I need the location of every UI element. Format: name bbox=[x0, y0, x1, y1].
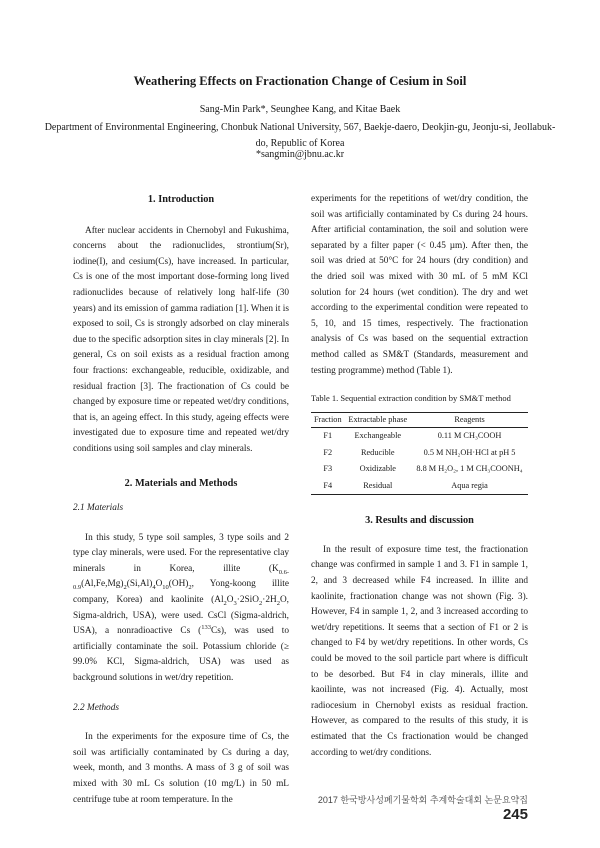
table-cell: Oxidizable bbox=[359, 464, 396, 474]
corresponding-email: *sangmin@jbnu.ac.kr bbox=[255, 149, 345, 160]
table-cell: Reducible bbox=[360, 447, 395, 457]
extraction-table bbox=[311, 412, 528, 496]
methods-text: In the experiments for the exposure time of Cs, the soil was artificially contaminated by Cs during a day, week, month, and 3 months. A mass of 3 g of soil was mixed with 30 mL Cs solution (10 mg/L) in 50 mL centrifuge tube at room temperature. In the bbox=[73, 732, 289, 805]
affiliation: Department of Environmental Engineering, Chonbuk National University, 567, Baekje-daero, Deokjin-gu, Jeonju-si, Jeollabuk-do, Republic of Korea bbox=[44, 122, 556, 149]
table-row bbox=[311, 445, 528, 462]
table-row bbox=[311, 478, 528, 495]
table-cell: 8.8 M H₂O₂, 1 M CH₃COONH₄ bbox=[416, 464, 523, 474]
table-cell: Aqua regia bbox=[411, 478, 528, 495]
table-header: Fraction bbox=[311, 412, 345, 428]
results-text: In the result of exposure time test, the fractionation change was confirmed in sample 1 and 3. F1 in sample 1, 2, and 3 decreased while F4 increased. In illite and kaolinite, fractionation change was not shown (Fig. 3). However, F4 in sample 1, 2, and 3 increased according to wet/dry repetitions. It seems that a section of F1 or 2 is changed to F4 by wet/dry repetitions. In other words, Cs could be moved to the soil particle part where is difficult to be desorbed. But F4 in clay minerals, illite and kaoilinte, was not increased (Fig. 4). Actually, most radiocesium in Chernobyl exists as residual fraction. However, as compared to the results of this study, it is estimated that the Cs fractionation would be changed according to wet/dry conditions. bbox=[311, 544, 528, 758]
table-cell: F4 bbox=[311, 478, 345, 495]
left-column bbox=[73, 192, 289, 808]
table-header: Extractable phase bbox=[345, 412, 412, 428]
table-header: Reagents bbox=[411, 412, 528, 428]
table-row bbox=[311, 461, 528, 478]
methods-heading: 2. Materials and Methods bbox=[124, 477, 238, 489]
table-caption: Table 1. Sequential extraction condition by SM&T method bbox=[311, 393, 511, 404]
introduction-text: After nuclear accidents in Chernobyl and Fukushima, concerns about the radionuclides, strontium(Sr), iodine(I), and cesium(Cs), have increased. In particular, Cs is one of the most important dose-forming long lived radionuclides because of relatively long half-life (30 years) and its emission of gamma radiation [1]. When it is exposed to soil, Cs is strongly adsorbed on clay minerals due to the specific adsorption sites in clay minerals [2]. In general, Cs on soil exists as a residual fraction among four fractions: exchangeable, reducible, oxidizable, and residual fraction [3]. The fractionation of Cs could be changed by exposure time or repeated wet/dry conditions, that is, an ageing effect. In this study, ageing effects were investigated due to exposure time and repeated wet/dry conditions using soil samples and clay minerals. bbox=[73, 225, 289, 454]
page-number: 245 bbox=[502, 806, 528, 823]
table-cell: F3 bbox=[323, 464, 333, 474]
right-column bbox=[311, 192, 528, 761]
table-cell: Residual bbox=[345, 478, 412, 495]
materials-text: In this study, 5 type soil samples, 3 type soils and 2 type clay minerals, were used. For the representative clay minerals in Korea, illite ($K_{0.6-0.9}(Al,Fe,Mg)_2(Si,Al)_4O_{10}(OH)_2$, Yong-koong illite company, Korea) and kaolinite ($Al_2O_3\cdot 2SiO_2\cdot 2H_2O$, Sigma-aldrich, USA), were used. CsCl (Sigma-aldrich, USA), a nonradioactive Cs ($^{133}$Cs), was used to artificially contaminate the soil. Potassium chloride (≥ 99.0% KCl, Sigma-aldrich, USA) was used as background solutions in wet/dry repetition. bbox=[73, 532, 289, 684]
footer-text: 2017 한국방사성폐기물학회 추계학술대회 논문요약집 bbox=[317, 795, 528, 805]
table-cell: F1 bbox=[323, 431, 333, 441]
table-cell: 0.5 M NH₂OH·HCl at pH 5 bbox=[423, 447, 516, 457]
table-cell: 0.11 M CH₃COOH bbox=[437, 431, 502, 441]
introduction-heading: 1. Introduction bbox=[147, 194, 215, 205]
page-footer bbox=[300, 793, 528, 823]
materials-subheading: 2.1 Materials bbox=[73, 503, 124, 514]
results-heading: 3. Results and discussion bbox=[365, 515, 474, 527]
table-cell: Exchangeable bbox=[354, 431, 402, 441]
table-cell: F2 bbox=[323, 447, 333, 457]
paper-title: Weathering Effects on Fractionation Change of Cesium in Soil bbox=[133, 74, 467, 88]
table-row bbox=[311, 428, 528, 445]
methods-continued-text: experiments for the repetitions of wet/dry condition, the soil was artificially contaminated by Cs during 24 hours. After artificial contamination, the soil and solution were separated by a filter paper (< 0.45 µm). After then, the soil was dried at 50°C for 24 hours (dry condition) and the dried soil was mixed with 30 mL of 5 mM KCl solution for 24 hours (wet condition). The dry and wet according to the experimental condition were repeated to 5, 10, and 15 times, respectively. The fractionation analysis of Cs was based on the sequential extraction method called as SM&T (Standards, measurement and testing programme) method (Table 1). bbox=[311, 194, 528, 376]
author-list: Sang-Min Park*, Seunghee Kang, and Kitae Baek bbox=[199, 104, 401, 115]
methods-subheading: 2.2 Methods bbox=[73, 702, 119, 713]
